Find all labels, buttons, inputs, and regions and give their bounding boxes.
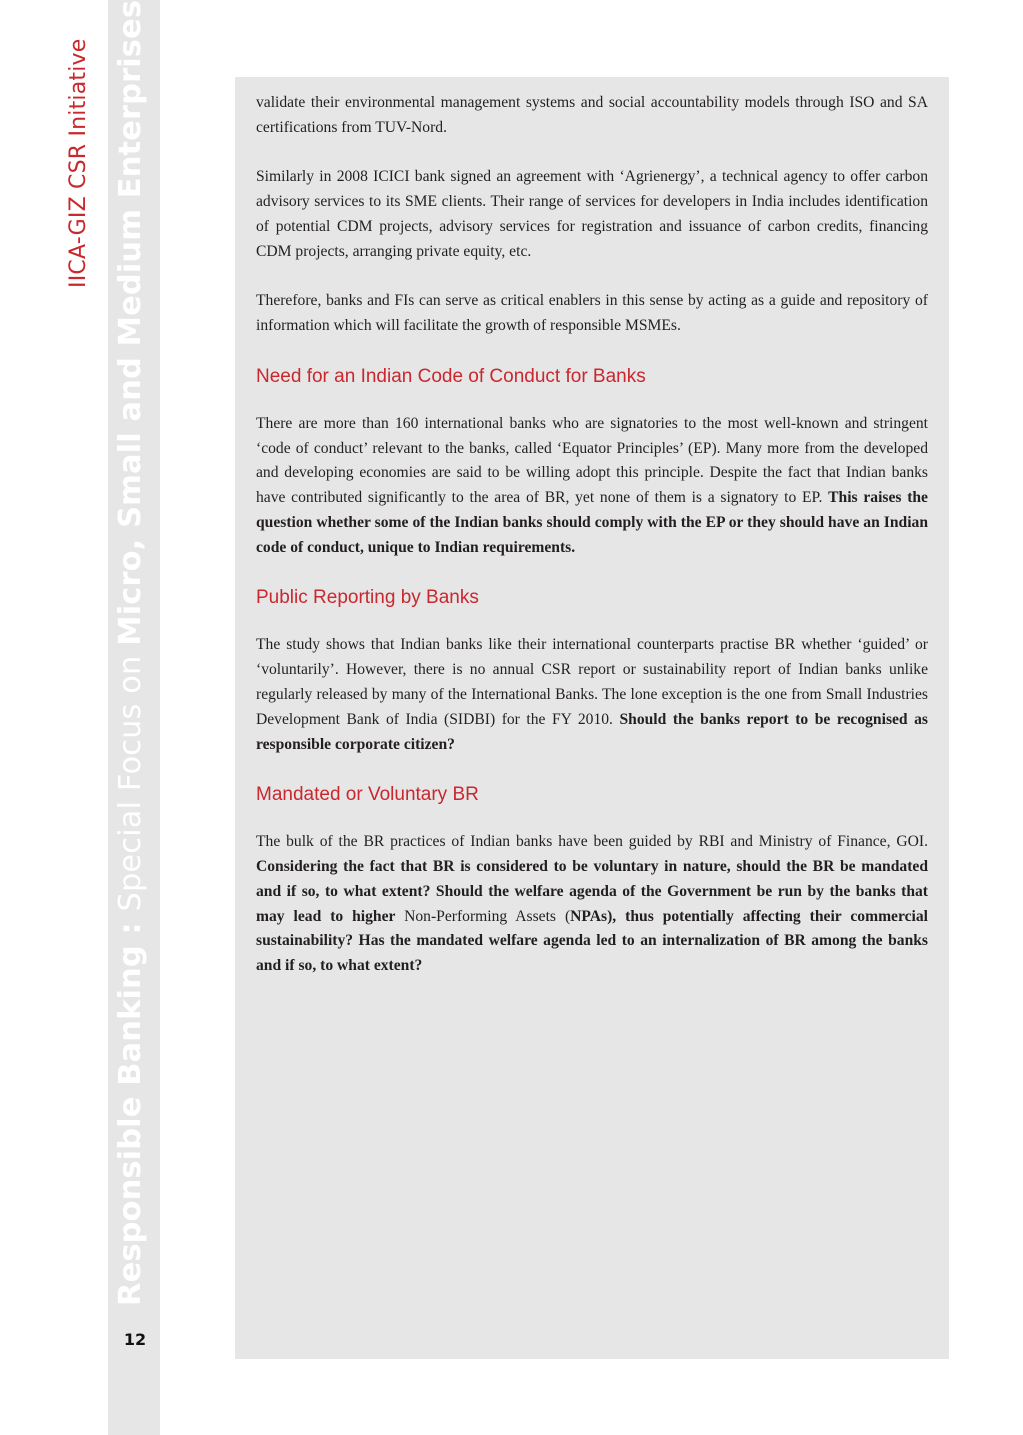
heading-public-reporting: Public Reporting by Banks <box>256 587 479 609</box>
paragraph-reporting <box>256 633 928 757</box>
paragraph-emphasis: NPAs), thus potentially affecting their commercial sustainability? Has the mandated welfare agenda led to an internalization of BR among the banks and if so, to what extent? <box>256 907 928 975</box>
content-body <box>256 91 928 1004</box>
paragraph-text: Non-Performing Assets ( <box>404 907 571 925</box>
paragraph-enablers: Therefore, banks and FIs can serve as critical enablers in this sense by acting as a guide and repository of information which will facilitate the growth of responsible MSMEs. <box>256 292 928 335</box>
heading-mandated-voluntary: Mandated or Voluntary BR <box>256 784 479 806</box>
paragraph-mandated <box>256 830 928 979</box>
publication-title <box>113 0 148 1306</box>
paragraph-text: There are more than 160 international banks who are signatories to the most well-known and stringent ‘code of conduct’ relevant to the banks, called ‘Equator Principles’ (EP). Many more from the developed and developing economies are said to be willing adopt this principle. Despite the fact that Indian banks have contributed significantly to the area of BR, yet none of them is a signatory to EP. <box>256 414 928 507</box>
paragraph-icici: Similarly in 2008 ICICI bank signed an agreement with ‘Agrienergy’, a technical agency to offer carbon advisory services to its SME clients. Their range of services for developers in India includes identification of potential CDM projects, advisory services for registration and issuance of carbon credits, financing CDM projects, arranging private equity, etc. <box>256 168 928 260</box>
title-part-light: Special Focus on <box>113 645 148 912</box>
paragraph-text: The study shows that Indian banks like their international counterparts practise BR whether ‘guided’ or ‘voluntarily’. However, there is no annual CSR report or sustainability report of Indian banks unlike regularly released by many of the International Banks. The lone exception is the one from Small Industries Development Bank of India (SIDBI) for the FY 2010. <box>256 636 928 728</box>
paragraph-tuv-nord: validate their environmental management systems and social accountability models through ISO and SA certifications from TUV-Nord. <box>256 94 928 136</box>
initiative-label: IICA-GIZ CSR Initiative <box>66 38 91 288</box>
paragraph-emphasis: Should the banks report to be recognised as responsible corporate citizen? <box>256 710 928 753</box>
heading-code-of-conduct: Need for an Indian Code of Conduct for Banks <box>256 365 646 387</box>
paragraph-emphasis: Considering the fact that BR is considered to be voluntary in nature, should the BR be mandated and if so, to what extent? Should the welfare agenda of the Government be run by the banks that may lead to higher <box>256 857 928 925</box>
title-part-bold: Responsible Banking : <box>113 911 148 1306</box>
paragraph-emphasis: This raises the question whether some of the Indian banks should comply with the EP or they should have an Indian code of conduct, unique to Indian requirements. <box>256 489 928 556</box>
paragraph-text: The bulk of the BR practices of Indian banks have been guided by RBI and Ministry of Finance, GOI. <box>256 833 928 851</box>
paragraph-equator-principles <box>256 412 928 561</box>
title-part-bold-end: Micro, Small and Medium Enterprises <box>113 0 148 646</box>
page-number: 12 <box>123 1330 147 1349</box>
